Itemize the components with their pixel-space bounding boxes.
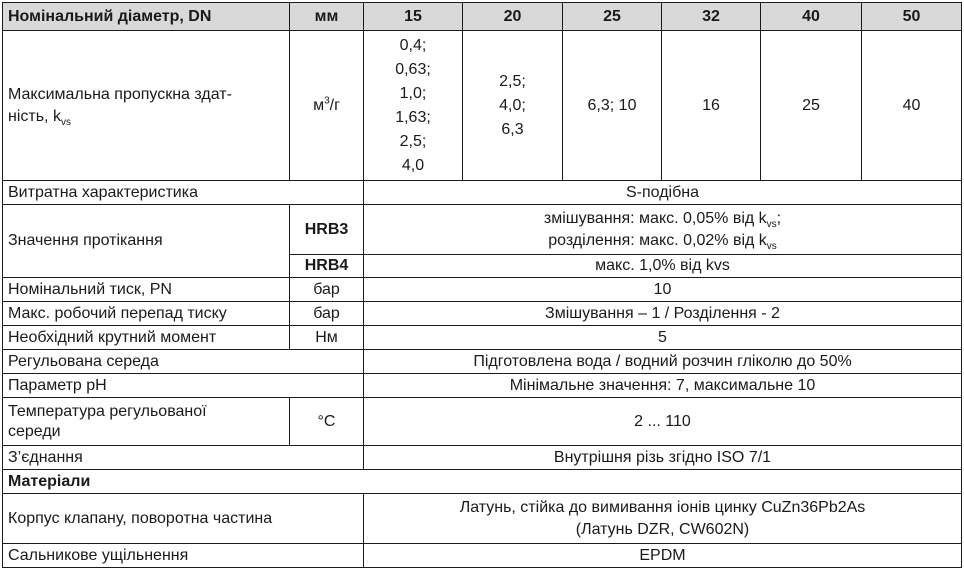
temperature-row (3, 398, 962, 446)
torque-value: 5 (364, 326, 962, 350)
seal-label: Сальникове ущільнення (3, 544, 364, 568)
leakage-hrb3-label: HRB3 (290, 205, 364, 255)
characteristic-row (3, 181, 962, 205)
body-material-label: Корпус клапану, поворотна частина (3, 494, 364, 544)
medium-value: Підготовлена вода / водний розчин гліколю до 50% (364, 350, 962, 374)
header-label: Номінальний діаметр, DN (3, 3, 290, 31)
leakage-hrb4-value: макс. 1,0% від kvs (364, 255, 962, 278)
pressure-unit: бар (290, 278, 364, 302)
flow-row (3, 31, 962, 181)
flow-dn40: 25 (761, 31, 862, 181)
leakage-hrb3-value: змішування: макс. 0,05% від $k_{vs}$; розділення: макс. 0,02% від $k_{vs}$ (364, 205, 962, 255)
seal-value: EPDM (364, 544, 962, 568)
flow-dn25: 6,3; 10 (563, 31, 662, 181)
flow-label-line2: ність, $k_{vs}$ (8, 107, 71, 128)
body-material-value: Латунь, стійка до вимивання іонів цинку CuZn36Pb2As (Латунь DZR, CW602N) (364, 494, 962, 544)
medium-label: Регульована середа (3, 350, 364, 374)
temperature-label: Температура регульованої середи (3, 398, 290, 446)
torque-unit: Нм (290, 326, 364, 350)
flow-dn32: 16 (662, 31, 761, 181)
leakage-label: Значення протікання (3, 205, 290, 278)
characteristic-label: Витратна характеристика (3, 181, 364, 205)
torque-row (3, 326, 962, 350)
torque-label: Необхідний крутний момент (3, 326, 290, 350)
pressure-value: 10 (364, 278, 962, 302)
diff-pressure-unit: бар (290, 302, 364, 326)
ph-row (3, 374, 962, 398)
ph-label: Параметр pH (3, 374, 364, 398)
temperature-unit: °C (290, 398, 364, 446)
header-dn-20: 20 (463, 3, 563, 31)
flow-label-line1: Максимальна пропускна здат- (8, 85, 232, 103)
flow-dn15: 0,4; 0,63; 1,0; 1,63; 2,5; 4,0 (364, 31, 463, 181)
characteristic-value: S-подібна (364, 181, 962, 205)
pressure-row (3, 278, 962, 302)
body-material-row (3, 494, 962, 544)
seal-row (3, 544, 962, 568)
flow-dn20: 2,5; 4,0; 6,3 (463, 31, 563, 181)
header-dn-25: 25 (563, 3, 662, 31)
leakage-hrb3-row (3, 205, 962, 255)
connection-row (3, 446, 962, 470)
header-row (3, 3, 962, 31)
header-unit: мм (290, 3, 364, 31)
diff-pressure-label: Макс. робочий перепад тиску (3, 302, 290, 326)
header-dn-32: 32 (662, 3, 761, 31)
materials-title: Матеріали (3, 470, 962, 494)
diff-pressure-row (3, 302, 962, 326)
diff-pressure-value: Змішування – 1 / Розділення - 2 (364, 302, 962, 326)
header-dn-40: 40 (761, 3, 862, 31)
materials-header-row (3, 470, 962, 494)
medium-row (3, 350, 962, 374)
spec-table (2, 2, 962, 568)
leakage-hrb4-label: HRB4 (290, 255, 364, 278)
flow-unit: $м^3/г$ (290, 31, 364, 181)
header-dn-50: 50 (862, 3, 962, 31)
header-dn-15: 15 (364, 3, 463, 31)
temperature-value: 2 ... 110 (364, 398, 962, 446)
flow-label (3, 31, 290, 181)
ph-value: Мінімальне значення: 7, максимальне 10 (364, 374, 962, 398)
pressure-label: Номінальний тиск, PN (3, 278, 290, 302)
connection-label: З’єднання (3, 446, 364, 470)
flow-dn50: 40 (862, 31, 962, 181)
connection-value: Внутрішня різь згідно ISO 7/1 (364, 446, 962, 470)
